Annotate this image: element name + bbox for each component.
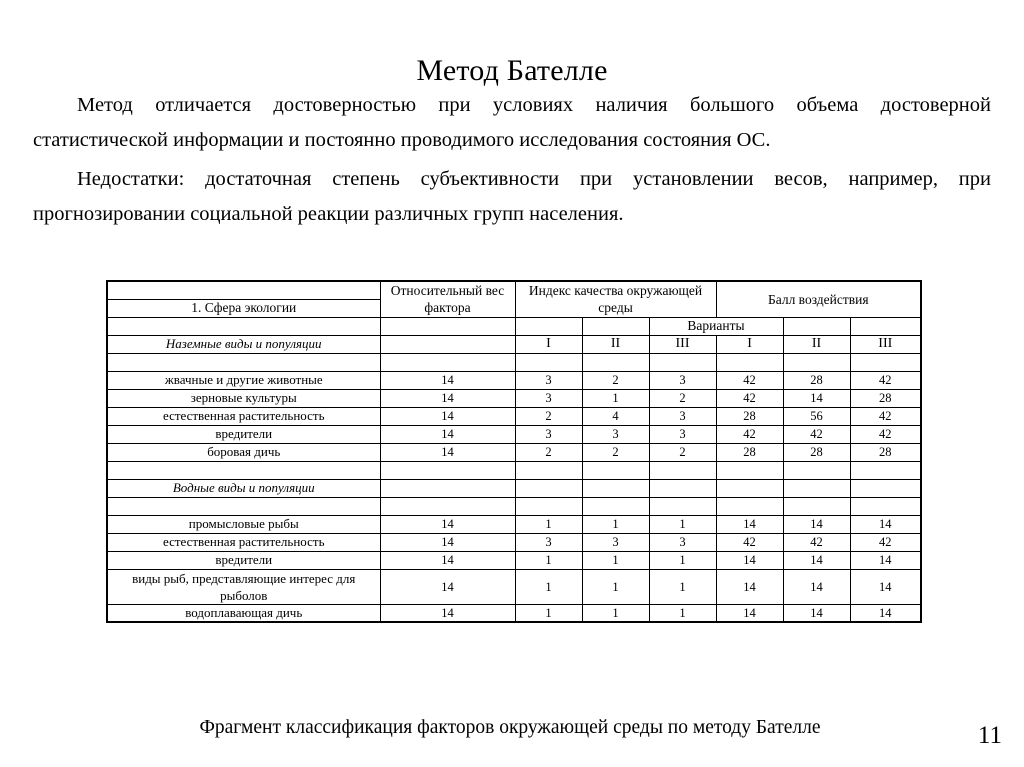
- cell-s3: 28: [850, 389, 921, 407]
- table-header-row-variants: [107, 317, 921, 335]
- cell-s3: 42: [850, 533, 921, 551]
- cell-s2: 14: [783, 551, 850, 569]
- spacer-cell: [783, 497, 850, 515]
- cell-s2: 14: [783, 515, 850, 533]
- group-blank-s1-aquatic: [716, 479, 783, 497]
- spacer-cell: [649, 353, 716, 371]
- table-row: [107, 515, 921, 533]
- cell-q2: 1: [582, 515, 649, 533]
- header-relative-weight: Относительный вес фактора: [380, 281, 515, 317]
- cell-s1: 42: [716, 533, 783, 551]
- cell-q2: 1: [582, 551, 649, 569]
- spacer-cell: [783, 461, 850, 479]
- spacer-cell: [649, 497, 716, 515]
- cell-s1: 42: [716, 371, 783, 389]
- row-name: боровая дичь: [107, 443, 380, 461]
- spacer-cell: [850, 497, 921, 515]
- row-name: зерновые культуры: [107, 389, 380, 407]
- spacer-cell: [380, 497, 515, 515]
- spacer-cell: [850, 461, 921, 479]
- group-blank-q2-aquatic: [582, 479, 649, 497]
- spacer-cell: [380, 353, 515, 371]
- cell-q3: 1: [649, 515, 716, 533]
- cell-q1: 1: [515, 569, 582, 604]
- cell-s2: 42: [783, 425, 850, 443]
- cell-s1: 42: [716, 389, 783, 407]
- variants-blank-weight: [380, 317, 515, 335]
- cell-s3: 42: [850, 407, 921, 425]
- group-blank-q1-aquatic: [515, 479, 582, 497]
- spacer-cell: [107, 497, 380, 515]
- page-number: 11: [977, 722, 1002, 749]
- cell-q2: 3: [582, 425, 649, 443]
- cell-q1: 2: [515, 407, 582, 425]
- cell-weight: 14: [380, 371, 515, 389]
- cell-weight: 14: [380, 604, 515, 622]
- table-row: [107, 569, 921, 604]
- cell-q3: 1: [649, 569, 716, 604]
- page-title: Метод Бателле: [416, 54, 608, 88]
- cell-q2: 3: [582, 533, 649, 551]
- cell-s3: 14: [850, 569, 921, 604]
- group-blank-s2-aquatic: [783, 479, 850, 497]
- cell-s3: 14: [850, 515, 921, 533]
- cell-weight: 14: [380, 443, 515, 461]
- spacer-cell: [649, 461, 716, 479]
- header-variants: Варианты: [649, 317, 783, 335]
- spacer-cell: [107, 461, 380, 479]
- cell-q2: 1: [582, 569, 649, 604]
- row-name: промысловые рыбы: [107, 515, 380, 533]
- cell-weight: 14: [380, 407, 515, 425]
- row-name: водоплавающая дичь: [107, 604, 380, 622]
- spacer-cell: [515, 353, 582, 371]
- table-row: [107, 425, 921, 443]
- variants-blank-s2: [783, 317, 850, 335]
- cell-q3: 3: [649, 533, 716, 551]
- header-quality-index: Индекс качества окружающей среды: [515, 281, 716, 317]
- spacer-cell: [716, 461, 783, 479]
- cell-s1: 42: [716, 425, 783, 443]
- cell-weight: 14: [380, 533, 515, 551]
- cell-weight: 14: [380, 389, 515, 407]
- cell-q1: 1: [515, 604, 582, 622]
- cell-s3: 28: [850, 443, 921, 461]
- roman-q2: II: [582, 335, 649, 353]
- cell-q1: 3: [515, 533, 582, 551]
- row-name: вредители: [107, 551, 380, 569]
- cell-q2: 4: [582, 407, 649, 425]
- cell-q3: 1: [649, 551, 716, 569]
- cell-q2: 1: [582, 604, 649, 622]
- cell-s1: 28: [716, 407, 783, 425]
- group-blank-weight-terrestrial: [380, 335, 515, 353]
- spacer-cell: [515, 461, 582, 479]
- roman-q1: I: [515, 335, 582, 353]
- cell-weight: 14: [380, 425, 515, 443]
- table-row: [107, 533, 921, 551]
- cell-q2: 2: [582, 371, 649, 389]
- cell-q1: 2: [515, 443, 582, 461]
- roman-q3: III: [649, 335, 716, 353]
- table-row: [107, 407, 921, 425]
- cell-s1: 28: [716, 443, 783, 461]
- cell-q3: 3: [649, 371, 716, 389]
- cell-s2: 14: [783, 569, 850, 604]
- table-spacer-row: [107, 497, 921, 515]
- batelle-table: [106, 280, 922, 623]
- row-name: вредители: [107, 425, 380, 443]
- group-label-aquatic: Водные виды и популяции: [107, 479, 380, 497]
- variants-blank-name: [107, 317, 380, 335]
- table-row: [107, 604, 921, 622]
- spacer-cell: [380, 461, 515, 479]
- cell-s2: 14: [783, 604, 850, 622]
- cell-s1: 14: [716, 515, 783, 533]
- cell-s2: 56: [783, 407, 850, 425]
- table-caption: Фрагмент классификация факторов окружающей среды по методу Бателле: [199, 717, 821, 738]
- table-group-row-aquatic: [107, 479, 921, 497]
- cell-weight: 14: [380, 515, 515, 533]
- roman-s2: II: [783, 335, 850, 353]
- paragraph-advantages: Метод отличается достоверностью при условиях наличия большого объема достоверной статистической информации и постоянно проводимого исследования состояния ОС.: [33, 94, 991, 151]
- cell-weight: 14: [380, 569, 515, 604]
- variants-blank-s3: [850, 317, 921, 335]
- header-sphere-label: 1. Сфера экологии: [107, 299, 380, 317]
- cell-q3: 2: [649, 389, 716, 407]
- table-group-row-terrestrial: [107, 335, 921, 353]
- spacer-cell: [582, 353, 649, 371]
- table-spacer-row: [107, 353, 921, 371]
- cell-s3: 14: [850, 604, 921, 622]
- cell-q1: 3: [515, 389, 582, 407]
- spacer-cell: [582, 461, 649, 479]
- table-header-row-titles: [107, 281, 921, 299]
- cell-q3: 3: [649, 407, 716, 425]
- cell-q1: 3: [515, 425, 582, 443]
- body-text: [33, 88, 991, 232]
- cell-s2: 28: [783, 443, 850, 461]
- row-name: естественная растительность: [107, 533, 380, 551]
- cell-weight: 14: [380, 551, 515, 569]
- group-label-terrestrial: Наземные виды и популяции: [107, 335, 380, 353]
- spacer-cell: [716, 497, 783, 515]
- roman-s3: III: [850, 335, 921, 353]
- row-name: виды рыб, представляющие интерес для рыболов: [107, 569, 380, 604]
- cell-q3: 1: [649, 604, 716, 622]
- roman-s1: I: [716, 335, 783, 353]
- cell-s2: 14: [783, 389, 850, 407]
- cell-s2: 42: [783, 533, 850, 551]
- variants-blank-q1: [515, 317, 582, 335]
- spacer-cell: [783, 353, 850, 371]
- cell-s1: 14: [716, 551, 783, 569]
- row-name: естественная растительность: [107, 407, 380, 425]
- cell-s1: 14: [716, 604, 783, 622]
- batelle-table-wrapper: [106, 280, 920, 623]
- cell-s3: 14: [850, 551, 921, 569]
- cell-q1: 3: [515, 371, 582, 389]
- cell-q1: 1: [515, 551, 582, 569]
- header-impact-score: Балл воздействия: [716, 281, 921, 317]
- group-blank-q3-aquatic: [649, 479, 716, 497]
- table-row: [107, 443, 921, 461]
- cell-s1: 14: [716, 569, 783, 604]
- cell-q3: 3: [649, 425, 716, 443]
- cell-q3: 2: [649, 443, 716, 461]
- cell-q2: 2: [582, 443, 649, 461]
- paragraph-disadvantages: Недостатки: достаточная степень субъективности при установлении весов, например, при прогнозировании социальной реакции различных групп населения.: [33, 168, 991, 225]
- table-row: [107, 371, 921, 389]
- spacer-cell: [582, 497, 649, 515]
- group-blank-s3-aquatic: [850, 479, 921, 497]
- cell-q2: 1: [582, 389, 649, 407]
- header-corner-blank: [107, 281, 380, 299]
- table-row: [107, 389, 921, 407]
- spacer-cell: [515, 497, 582, 515]
- row-name: жвачные и другие животные: [107, 371, 380, 389]
- cell-s3: 42: [850, 425, 921, 443]
- variants-blank-q2: [582, 317, 649, 335]
- spacer-cell: [716, 353, 783, 371]
- cell-s3: 42: [850, 371, 921, 389]
- table-spacer-row: [107, 461, 921, 479]
- spacer-cell: [107, 353, 380, 371]
- table-row: [107, 551, 921, 569]
- cell-q1: 1: [515, 515, 582, 533]
- group-blank-weight-aquatic: [380, 479, 515, 497]
- spacer-cell: [850, 353, 921, 371]
- cell-s2: 28: [783, 371, 850, 389]
